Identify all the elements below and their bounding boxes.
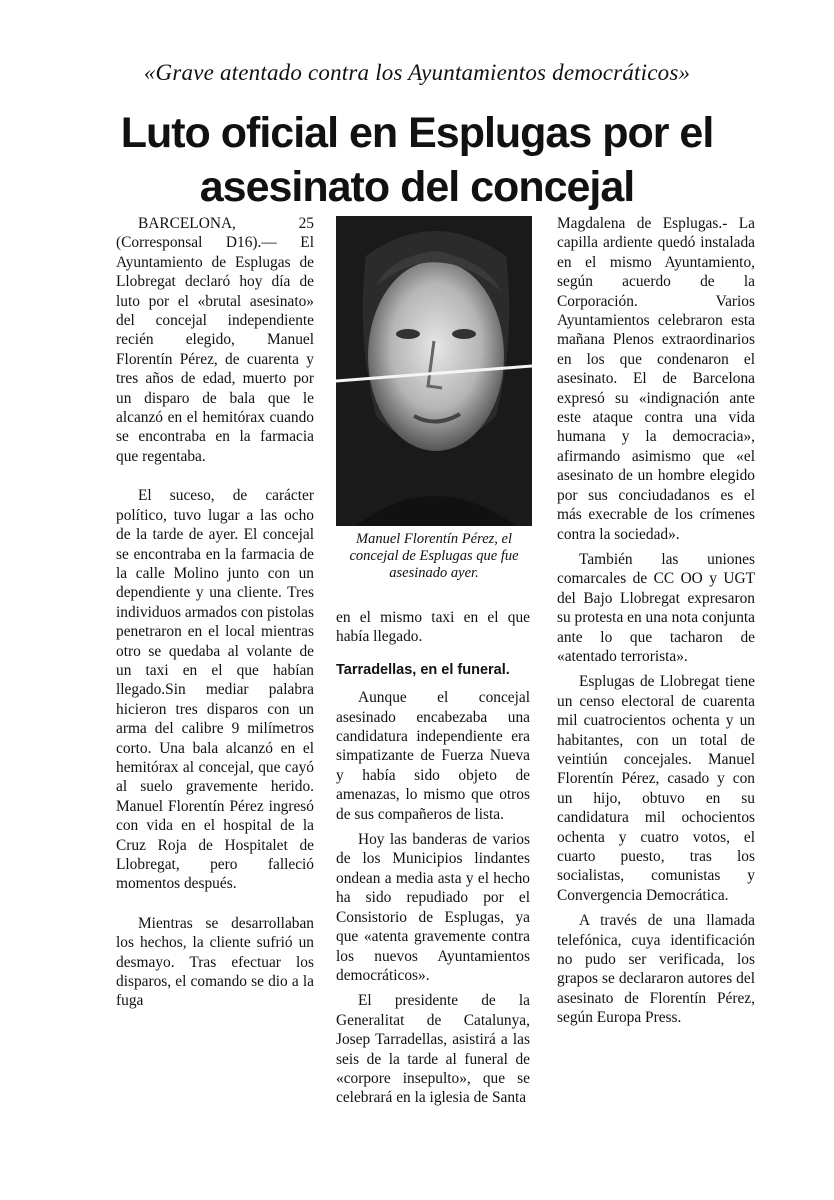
headline-line-1: Luto oficial en Esplugas por el: [120, 109, 714, 157]
col3-paragraph-2: También las uniones comarcales de CC OO y UGT del Bajo Llobregat expresaron su protesta en una nota conjunta ante lo que tacharon de «atentado terrorista».: [557, 550, 755, 665]
headline: [0, 106, 834, 214]
col2-paragraph-3: Hoy las banderas de varios de los Municipios lindantes ondean a media asta y el hecho ha sido repudiado por el Consistorio de Esplugas, ya que «atenta gravemente contra los nuevos Ayuntamientos democráticos».: [336, 831, 530, 984]
article-column-2: [336, 608, 530, 1114]
kicker: «Grave atentado contra los Ayuntamientos democráticos»: [143, 60, 691, 85]
section-subhead: Tarradellas, en el funeral.: [336, 661, 510, 678]
col1-paragraph-3: Mientras se desarrollaban los hechos, la cliente sufrió un desmayo. Tras efectuar los disparos, el comando se dio a la fuga: [116, 914, 314, 1010]
photo-caption: Manuel Florentín Pérez, el concejal de Esplugas que fue asesinado ayer.: [349, 531, 519, 581]
portrait-photo: [336, 216, 532, 526]
headline-line-2: asesinato del concejal: [199, 163, 635, 211]
col3-paragraph-1: Magdalena de Esplugas.- La capilla ardiente quedó instalada en el mismo Ayuntamiento, según acuerdo de la Corporación. Varios Ayuntamientos celebraron esta mañana Plenos extraordinarios en los que condenaron el asesinato. El de Barcelona expresó su «indignación ante este ataque contra una vida humana y la democracia», afirmando asimismo que «el asesinato de un hombre elegido por sus conciudadanos es el más execrable de los crímenes contra la sociedad».: [557, 215, 755, 543]
col3-paragraph-3: Esplugas de Llobregat tiene un censo electoral de cuarenta mil cuatrocientos ochenta y un habitantes, con un total de veintiún concejales. Manuel Florentín Pérez, casado y con un hijo, obtuvo en su candidatura mil ochocientos ochenta y cuatro votos, el cuarto puesto, tras los socialistas, comunistas y Convergencia Democrática.: [557, 673, 755, 904]
col1-paragraph-1: BARCELONA, 25 (Corresponsal D16).— El Ayuntamiento de Esplugas de Llobregat declaró hoy día de luto por el «brutal asesinato» del concejal independiente recién elegido, Manuel Florentín Pérez, de cuarenta y tres años de edad, muerto por un disparo de bala que le alcanzó en el hemitórax cuando se encontraba en la farmacia que regentaba.: [116, 215, 314, 465]
article-column-3: [557, 214, 755, 1034]
col3-paragraph-4: A través de una llamada telefónica, cuya identificación no pudo ser verificada, los grapos se declararon autores del asesinato de Florentín Pérez, según Europa Press.: [557, 912, 755, 1027]
article-column-1: [116, 214, 314, 1025]
col2-paragraph-1: en el mismo taxi en el que había llegado.: [336, 609, 530, 646]
col2-paragraph-4: El presidente de la Generalitat de Catalunya, Josep Tarradellas, asistirá a las seis de la tarde al funeral de «corpore insepulto», que se celebrará en la iglesia de Santa: [336, 992, 530, 1107]
col2-paragraph-2: Aunque el concejal asesinado encabezaba una candidatura independiente era simpatizante de Fuerza Nueva y había sido objeto de amenazas, lo mismo que otros de sus compañeros de lista.: [336, 689, 530, 823]
col1-paragraph-2: El suceso, de carácter político, tuvo lugar a las ocho de la tarde de ayer. El concejal se encontraba en la farmacia de la calle Molino junto con un dependiente y una cliente. Tres individuos armados con pistolas penetraron en el local mientras otro se quedaba al volante de un taxi en el que habían llegado.Sin mediar palabra hicieron tres disparos con un arma del calibre 9 milímetros corto. Una bala alcanzó en el hemitórax al concejal, que cayó al suelo gravemente herido. Manuel Florentín Pérez ingresó con vida en el hospital de la Cruz Roja de Hospitalet de Llobregat, pero falleció momentos después.: [116, 487, 314, 893]
portrait-image: [336, 216, 532, 526]
